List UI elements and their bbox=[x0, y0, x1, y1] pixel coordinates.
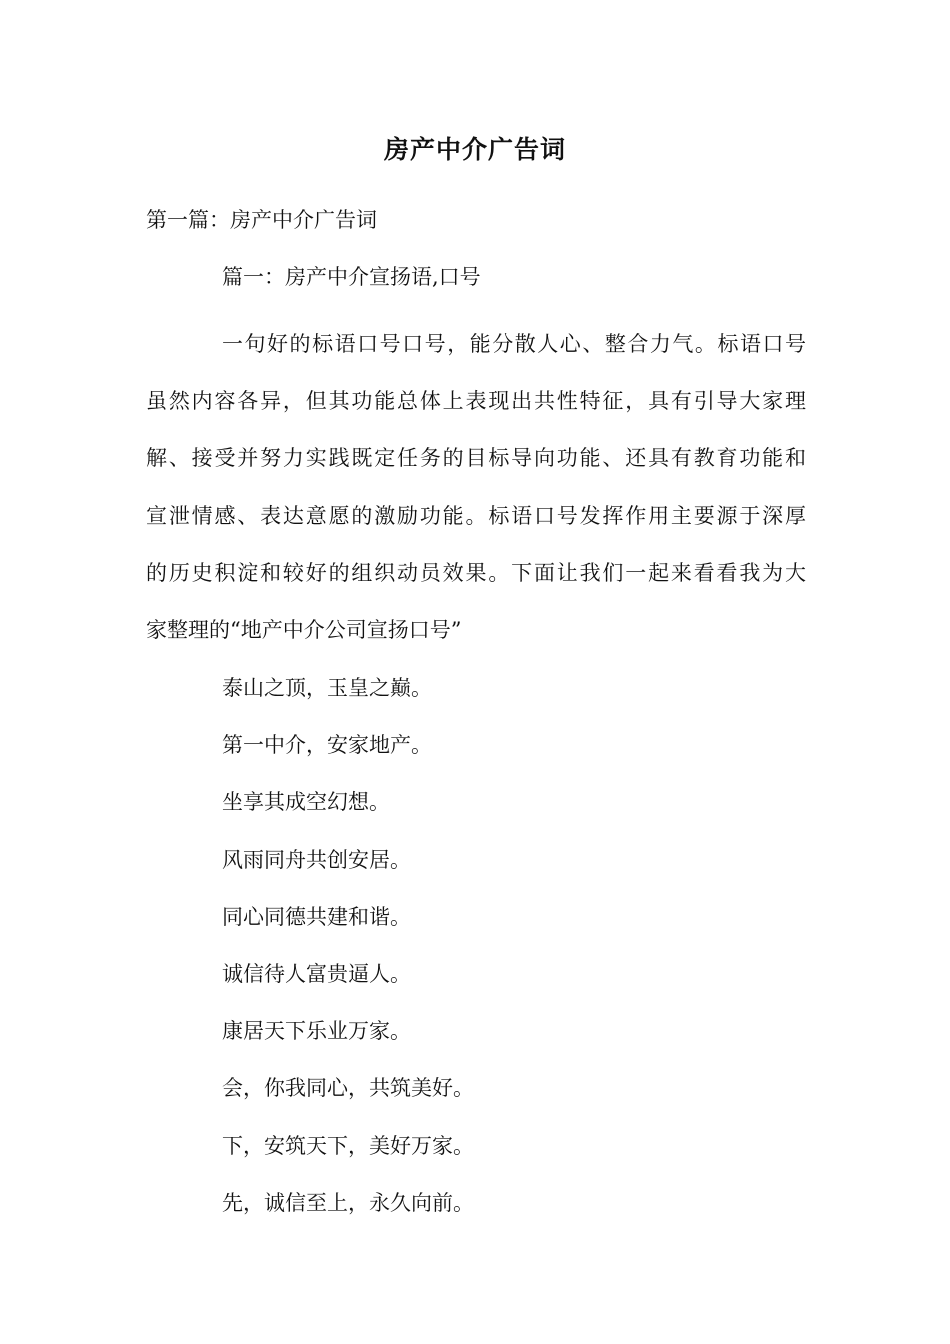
slogan-item: 会，你我同心，共筑美好。 bbox=[222, 1076, 474, 1101]
slogan-item: 康居天下乐业万家。 bbox=[222, 1019, 411, 1044]
slogan-item: 泰山之顶，玉皇之巅。 bbox=[222, 676, 432, 700]
intro-line: 解、接受并努力实践既定任务的目标导向功能、还具有教育功能和 bbox=[146, 446, 806, 471]
slogan-item: 先，诚信至上，永久向前。 bbox=[222, 1190, 474, 1215]
slogan-item: 下，安筑天下，美好万家。 bbox=[222, 1133, 474, 1158]
slogan-item: 坐享其成空幻想。 bbox=[222, 790, 390, 815]
sub-heading: 篇一：房产中介宣扬语,口号 bbox=[222, 265, 481, 289]
slogan-list bbox=[222, 660, 474, 1232]
intro-line: 宣泄情感、表达意愿的激励功能。标语口号发挥作用主要源于深厚 bbox=[146, 503, 806, 528]
slogan-item: 风雨同舟共创安居。 bbox=[222, 847, 411, 872]
section-heading: 第一篇：房产中介广告词 bbox=[146, 208, 377, 232]
document-title: 房产中介广告词 bbox=[383, 135, 566, 164]
slogan-item: 第一中介，安家地产。 bbox=[222, 733, 432, 758]
intro-line: 的历史积淀和较好的组织动员效果。下面让我们一起来看看我为大 bbox=[146, 560, 806, 585]
intro-line: 虽然内容各异，但其功能总体上表现出共性特征，具有引导大家理 bbox=[146, 389, 806, 414]
intro-line: 一句好的标语口号口号，能分散人心、整合力气。标语口号 bbox=[222, 332, 806, 356]
slogan-item: 诚信待人富贵逼人。 bbox=[222, 961, 411, 986]
slogan-item: 同心同德共建和谐。 bbox=[222, 904, 411, 929]
intro-line: 家整理的“地产中介公司宣扬口号” bbox=[146, 617, 462, 642]
intro-paragraph bbox=[146, 316, 806, 659]
